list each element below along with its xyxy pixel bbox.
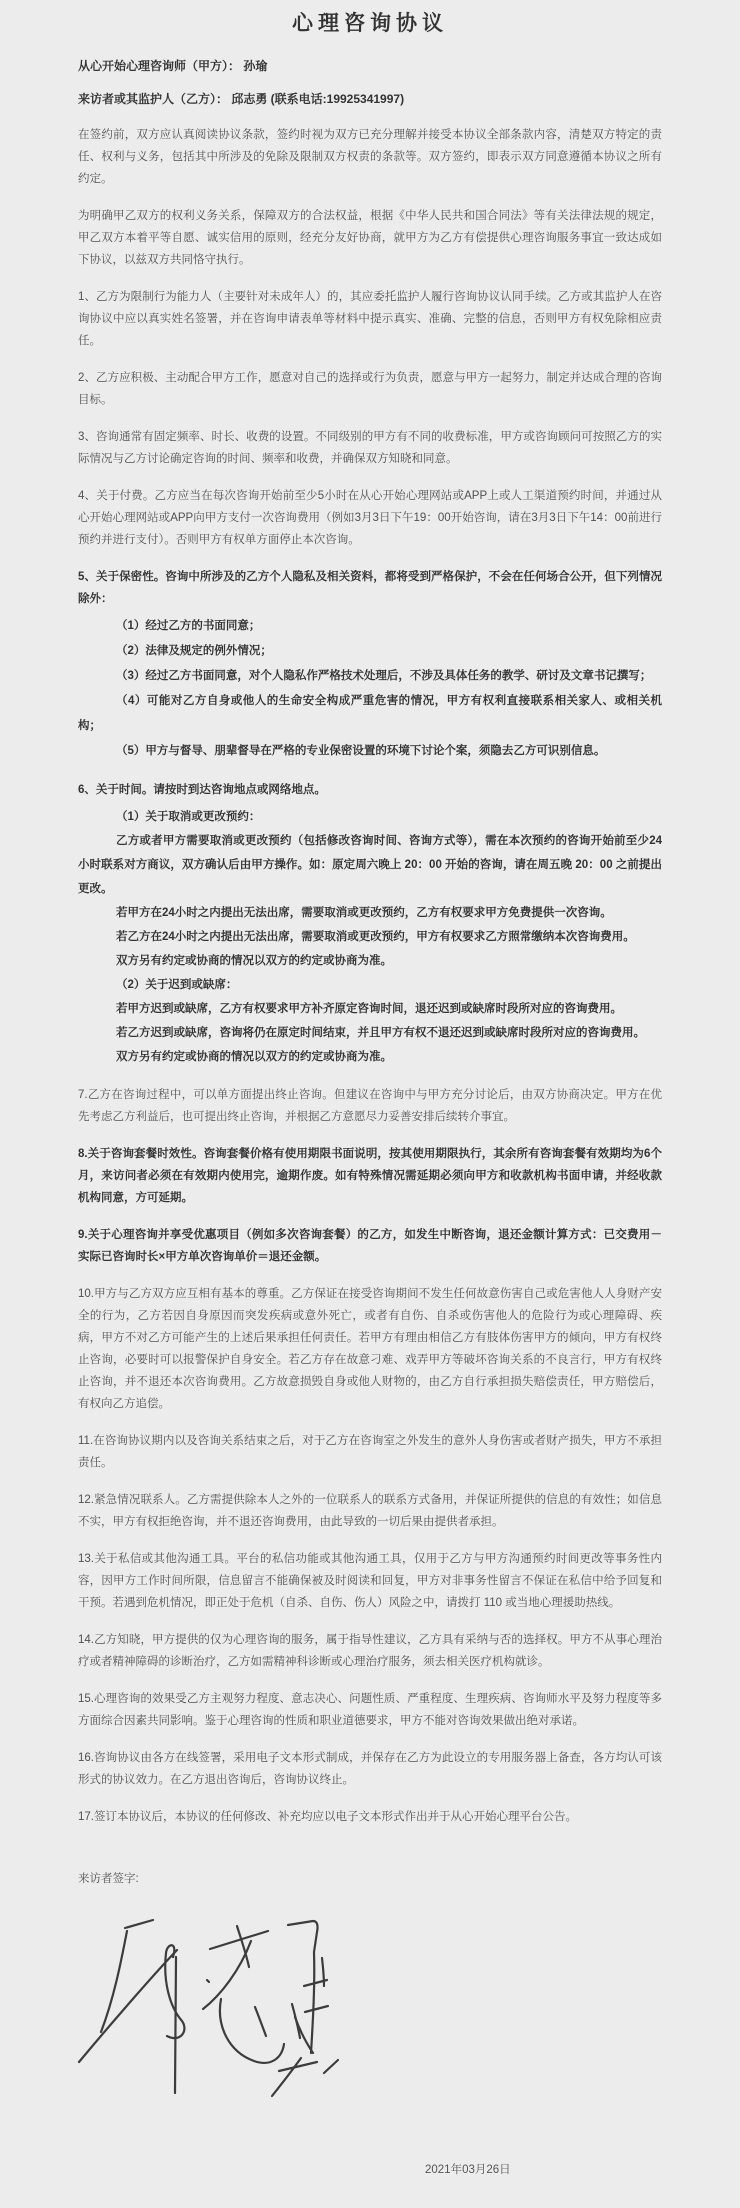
clause-8: 8.关于咨询套餐时效性。咨询套餐价格有使用期限书面说明，按其使用期限执行，其余所有咨询套餐有效期均为6个月，来访问者必须在有效期内使用完，逾期作废。如有特殊情况需延期必须向甲方和收款机构书面申请，并经收款机构同意，方可延期。 (78, 1148, 662, 1204)
signature-scribble-image (70, 1900, 350, 2100)
clause-13: 13.关于私信或其他沟通工具。平台的私信功能或其他沟通工具，仅用于乙方与甲方沟通预约时间更改等事务性内容，因甲方工作时间所限，信息留言不能确保被及时阅读和回复，甲方对非事务性留言不保证在私信中给予回复和干预。若遇到危机情况，即正处于危机（自杀、自伤、伤人）风险之中，请拨打 110 或当地心理援助热线。 (78, 1553, 662, 1609)
clause-16: 16.咨询协议由各方在线签署，采用电子文本形式制成，并保存在乙方为此设立的专用服务器上备查，各方均认可该形式的协议效力。在乙方退出咨询后，咨询协议终止。 (78, 1752, 662, 1786)
clause-10: 10.甲方与乙方双方应互相有基本的尊重。乙方保证在接受咨询期间不发生任何故意伤害自己或危害他人人身财产安全的行为，乙方若因自身原因而突发疾病或意外死亡，或者有自伤、自杀或伤害他人的危险行为或心理障碍、疾病，甲方不对乙方可能产生的上述后果承担任何责任。若甲方有理由相信乙方有肢体伤害甲方的倾向，甲方有权终止咨询，必要时可以报警保护自身安全。若乙方存在故意刁难、戏弄甲方等破坏咨询关系的不良言行，甲方有权终止咨询，并不退还本次咨询费用。乙方故意损毁自身或他人财物的，由乙方自行承担损失赔偿责任，甲方赔偿后，有权向乙方追偿。 (78, 1288, 662, 1410)
clause-6-block (78, 779, 662, 1069)
visitor-signature-label: 来访者签字: (78, 1873, 139, 1885)
clause-5-item-5: （5）甲方与督导、朋辈督导在严格的专业保密设置的环境下讨论个案，须隐去乙方可识别信息。 (116, 745, 606, 757)
clause-5-item-1: （1）经过乙方的书面同意； (116, 620, 261, 632)
clause-6-sub-2c: 双方另有约定或协商的情况以双方的约定或协商为准。 (116, 1051, 392, 1063)
clause-6: 6、关于时间。请按时到达咨询地点或网络地点。 (78, 784, 326, 796)
clause-9: 9.关于心理咨询并享受优惠项目（例如多次咨询套餐）的乙方，如发生中断咨询，退还金额计算方式：已交费用－实际已咨询时长×甲方单次咨询单价＝退还金额。 (78, 1229, 662, 1263)
clause-3: 3、咨询通常有固定频率、时长、收费的设置。不同级别的甲方有不同的收费标准，甲方或咨询顾问可按照乙方的实际情况与乙方讨论确定咨询的时间、频率和收费，并确保双方知晓和同意。 (78, 431, 662, 465)
clause-14: 14.乙方知晓，甲方提供的仅为心理咨询的服务，属于指导性建议，乙方具有采纳与否的选择权。甲方不从事心理治疗或者精神障碍的诊断治疗，乙方如需精神科诊断或心理治疗服务，须去相关医疗机构就诊。 (78, 1634, 662, 1668)
clause-6-sub-1: （1）关于取消或更改预约： (116, 811, 261, 823)
clause-6-sub-2b: 若乙方迟到或缺席，咨询将仍在原定时间结束，并且甲方有权不退还迟到或缺席时段所对应的咨询费用。 (116, 1027, 645, 1039)
clause-1: 1、乙方为限制行为能力人（主要针对未成年人）的，其应委托监护人履行咨询协议认同手续。乙方或其监护人在咨询协议中应以真实姓名签署，并在咨询申请表单等材料中提示真实、准确、完整的信息，否则甲方有权免除相应责任。 (78, 291, 662, 347)
visitor-signature (70, 1900, 662, 2100)
clause-5-item-2: （2）法律及规定的例外情况； (116, 645, 272, 657)
page-title: 心理咨询协议 (292, 12, 448, 35)
clause-2: 2、乙方应积极、主动配合甲方工作，愿意对自己的选择或行为负责，愿意与甲方一起努力，制定并达成合理的咨询目标。 (78, 372, 662, 406)
clause-15: 15.心理咨询的效果受乙方主观努力程度、意志决心、问题性质、严重程度、生理疾病、咨询师水平及努力程度等多方面综合因素共同影响。鉴于心理咨询的性质和职业道德要求，甲方不能对咨询效果做出绝对承诺。 (78, 1693, 662, 1727)
clause-6-sub-1c: 若乙方在24小时之内提出无法出席，需要取消或更改预约，甲方有权要求乙方照常缴纳本次咨询费用。 (116, 931, 635, 943)
clause-6-sub-2a: 若甲方迟到或缺席，乙方有权要求甲方补齐原定咨询时间，退还迟到或缺席时段所对应的咨询费用。 (116, 1003, 622, 1015)
intro-paragraph-2: 为明确甲乙双方的权利义务关系，保障双方的合法权益，根据《中华人民共和国合同法》等有关法律法规的规定，甲乙双方本着平等自愿、诚实信用的原则，经充分友好协商，就甲方为乙方有偿提供心理咨询服务事宜一致达成如下协议，以兹双方共同恪守执行。 (78, 210, 662, 266)
clause-7: 7.乙方在咨询过程中，可以单方面提出终止咨询。但建议在咨询中与甲方充分讨论后，由双方协商决定。甲方在优先考虑乙方利益后，也可提出终止咨询，并根据乙方意愿尽力妥善安排后续转介事宜。 (78, 1089, 662, 1123)
clause-6-sub-1a: 乙方或者甲方需要取消或更改预约（包括修改咨询时间、咨询方式等），需在本次预约的咨询开始前至少24小时联系对方商议，双方确认后由甲方操作。如：原定周六晚上 20：00 开始的咨询，请在周五晚 20：00 之前提出更改。 (78, 835, 662, 895)
clause-5-item-4: （4）可能对乙方自身或他人的生命安全构成严重危害的情况，甲方有权利直接联系相关家人、或相关机构； (78, 695, 662, 732)
document-date: 2021年03月26日 (425, 2164, 511, 2176)
intro-paragraph-1: 在签约前，双方应认真阅读协议条款，签约时视为双方已充分理解并接受本协议全部条款内容，清楚双方特定的责任、权利与义务，包括其中所涉及的免除及限制双方权责的条款等。双方签约，即表示双方同意遵循本协议之所有约定。 (78, 129, 662, 185)
clause-6-sub-2: （2）关于迟到或缺席： (116, 979, 238, 991)
clause-5-item-3: （3）经过乙方书面同意，对个人隐私作严格技术处理后，不涉及具体任务的教学、研讨及文章书记撰写； (116, 670, 652, 682)
clause-5: 5、关于保密性。咨询中所涉及的乙方个人隐私及相关资料，都将受到严格保护，不会在任何场合公开，但下列情况除外： (78, 571, 662, 605)
clause-12: 12.紧急情况联系人。乙方需提供除本人之外的一位联系人的联系方式备用，并保证所提供的信息的有效性；如信息不实，甲方有权拒绝咨询，并不退还咨询费用，由此导致的一切后果由提供者承担。 (78, 1494, 662, 1528)
clause-5-block (78, 566, 662, 764)
clause-11: 11.在咨询协议期内以及咨询关系结束之后，对于乙方在咨询室之外发生的意外人身伤害或者财产损失，甲方不承担责任。 (78, 1435, 662, 1469)
party-a-line: 从心开始心理咨询师（甲方）： 孙瑜 (78, 59, 268, 73)
clause-17: 17.签订本协议后，本协议的任何修改、补充均应以电子文本形式作出并于从心开始心理平台公告。 (78, 1811, 577, 1823)
clause-6-sub-1b: 若甲方在24小时之内提出无法出席，需要取消或更改预约，乙方有权要求甲方免费提供一次咨询。 (116, 907, 612, 919)
clause-6-sub-1d: 双方另有约定或协商的情况以双方的约定或协商为准。 (116, 955, 392, 967)
clause-4: 4、关于付费。乙方应当在每次咨询开始前至少5小时在从心开始心理网站或APP上或人工渠道预约时间，并通过从心开始心理网站或APP向甲方支付一次咨询费用（例如3月3日下午19：00开始咨询，请在3月3日下午14：00前进行预约并进行支付）。否则甲方有权单方面停止本次咨询。 (78, 490, 662, 546)
party-b-line: 来访者或其监护人（乙方）： 邱志勇 (联系电话:19925341997) (78, 92, 405, 106)
